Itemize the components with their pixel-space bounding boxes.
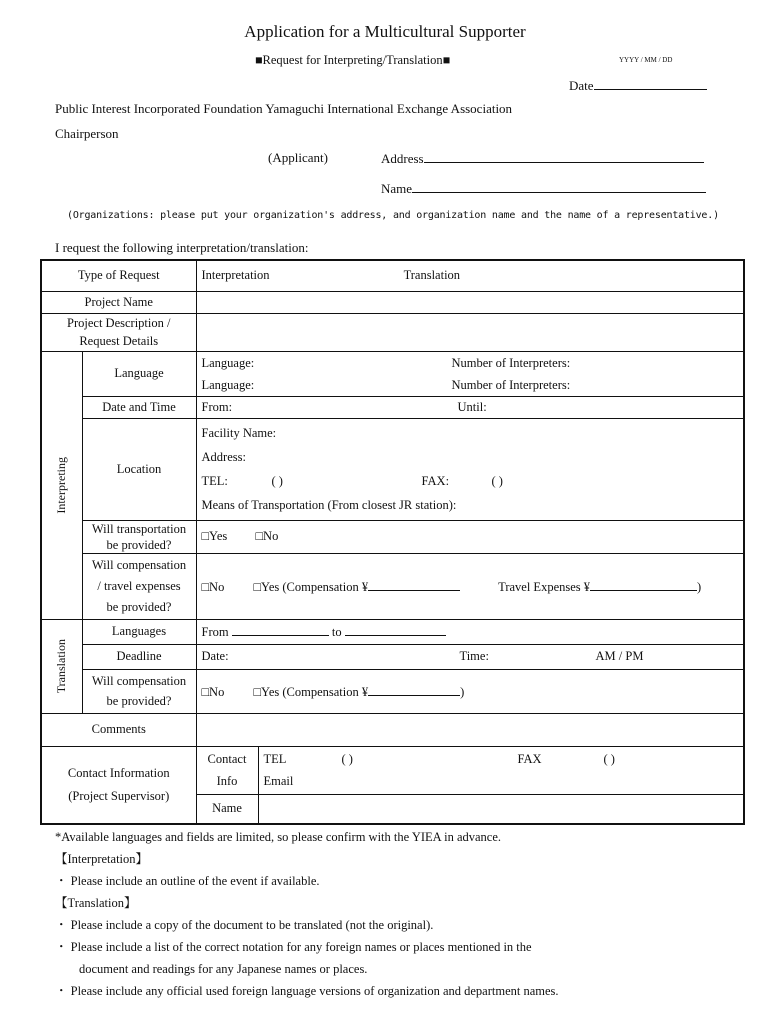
interp-compensation-question: Will compensation / travel expenses be provided?	[82, 553, 196, 619]
notes-section	[55, 826, 559, 1002]
comments-label: Comments	[41, 713, 196, 746]
row-comments	[41, 713, 744, 746]
date-time-label: Date and Time	[82, 396, 196, 418]
interpreting-section-label: Interpreting	[41, 351, 82, 619]
row-language	[41, 351, 744, 396]
row-transportation	[41, 520, 744, 553]
name-label: Name	[381, 181, 413, 196]
request-form-table	[40, 259, 745, 825]
project-description-label: Project Description / Request Details	[41, 313, 196, 351]
name-line	[412, 180, 706, 193]
project-name-input[interactable]	[196, 291, 744, 313]
languages-input[interactable]: From to	[196, 619, 744, 644]
contact-name-input[interactable]	[258, 794, 744, 824]
contact-information-label: Contact Information (Project Supervisor)	[41, 746, 196, 824]
row-date-time	[41, 396, 744, 418]
comments-input[interactable]	[196, 713, 744, 746]
row-deadline	[41, 644, 744, 669]
languages-label: Languages	[82, 619, 196, 644]
address-line	[424, 150, 704, 163]
applicant-label: (Applicant)	[268, 150, 328, 165]
row-trans-compensation	[41, 669, 744, 713]
row-location	[41, 418, 744, 520]
trans-compensation-options[interactable]: □No □Yes (Compensation ¥ )	[196, 669, 744, 713]
notes-interpretation-heading: 【Interpretation】	[55, 852, 149, 866]
address-field[interactable]	[381, 150, 704, 167]
project-name-label: Project Name	[41, 291, 196, 313]
form-subtitle: ■Request for Interpreting/Translation■	[255, 53, 451, 67]
request-line: I request the following interpretation/translation:	[55, 240, 309, 255]
translation-option[interactable]: Translation	[403, 268, 461, 283]
date-field[interactable]	[569, 77, 707, 94]
row-contact-info	[41, 746, 744, 794]
location-input[interactable]: Facility Name: Address: TEL: ( ) FAX: ( ) Means of Transportation (From closest JR station):	[196, 418, 744, 520]
date-label: Date	[569, 78, 594, 93]
notes-availability: *Available languages and fields are limited, so please confirm with the YIEA in advance.	[55, 830, 502, 844]
location-label: Location	[82, 418, 196, 520]
project-description-input[interactable]	[196, 313, 744, 351]
notes-translation-item-2b: document and readings for any Japanese names or places.	[79, 962, 368, 976]
row-languages	[41, 619, 744, 644]
notes-translation-item-3: ・ Please include any official used foreign language versions of organization and department names.	[55, 984, 559, 998]
transportation-options[interactable]: □Yes □No	[196, 520, 744, 553]
row-project-description	[41, 313, 744, 351]
organization-note: (Organizations: please put your organization's address, and organization name and the name of a representative.)	[67, 210, 719, 221]
translation-section-label: Translation	[41, 619, 82, 713]
date-time-input[interactable]: From: Until:	[196, 396, 744, 418]
interpretation-option[interactable]: Interpretation	[201, 268, 270, 283]
deadline-label: Deadline	[82, 644, 196, 669]
notes-interpretation-item: ・ Please include an outline of the event if available.	[55, 874, 320, 888]
row-type-of-request	[41, 260, 744, 291]
name-field[interactable]	[381, 180, 706, 197]
interp-compensation-options[interactable]: □No □Yes (Compensation ¥ Travel Expenses ¥ )	[196, 553, 744, 619]
address-label: Address	[381, 151, 424, 166]
organization-name: Public Interest Incorporated Foundation Yamaguchi International Exchange Association	[55, 101, 513, 116]
contact-info-label: Contact Info	[196, 746, 258, 794]
date-line	[594, 77, 707, 90]
notes-translation-heading: 【Translation】	[55, 896, 137, 910]
language-label: Language	[82, 351, 196, 396]
row-interp-compensation	[41, 553, 744, 619]
type-of-request-label: Type of Request	[41, 260, 196, 291]
form-title: Application for a Multicultural Supporter	[244, 22, 526, 41]
trans-compensation-question: Will compensation be provided?	[82, 669, 196, 713]
deadline-input[interactable]: Date: Time: AM / PM	[196, 644, 744, 669]
type-of-request-cell[interactable]	[196, 260, 744, 291]
date-format-hint: YYYY / MM / DD	[619, 56, 673, 64]
contact-info-input[interactable]: TEL ( ) FAX ( ) Email	[258, 746, 744, 794]
contact-name-label: Name	[196, 794, 258, 824]
transportation-question: Will transportation be provided?	[82, 520, 196, 553]
notes-translation-item-1: ・ Please include a copy of the document to be translated (not the original).	[55, 918, 434, 932]
chairperson-label: Chairperson	[55, 126, 119, 141]
notes-translation-item-2: ・ Please include a list of the correct notation for any foreign names or places mentioned in the	[55, 940, 532, 954]
row-project-name	[41, 291, 744, 313]
language-input[interactable]: Language: Number of Interpreters: Language: Number of Interpreters:	[196, 351, 744, 396]
